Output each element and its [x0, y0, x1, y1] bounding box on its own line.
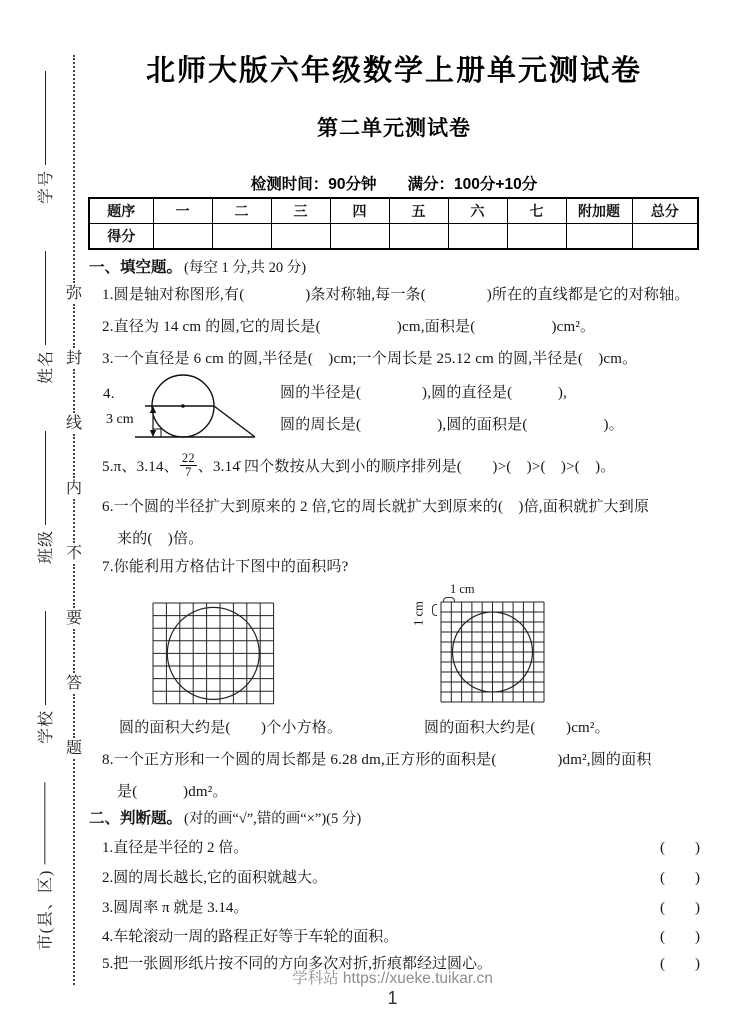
seal-dotted-line [73, 304, 75, 348]
circle-on-line-diagram [105, 366, 265, 446]
field-label-class: 班级 [37, 529, 55, 564]
seal-dotted-line [73, 694, 75, 738]
col-header: 一 [153, 198, 212, 224]
score-cell [271, 224, 330, 250]
answer-parens: ( ) [660, 929, 700, 945]
score-cell [389, 224, 448, 250]
field-label-student-id: 学号 [37, 169, 55, 204]
seal-dotted-line [73, 564, 75, 608]
col-header: 三 [271, 198, 330, 224]
judge-text: 4.车轮滚动一周的路程正好等于车轮的面积。 [102, 929, 399, 945]
judge-item-2 [102, 866, 700, 887]
scale-label-left: 1 cm [411, 601, 426, 626]
paper-title: 北师大版六年级数学上册单元测试卷 [145, 55, 642, 87]
col-header: 六 [448, 198, 507, 224]
col-header: 四 [330, 198, 389, 224]
blank-line [43, 610, 45, 704]
scale-brace-left [432, 604, 437, 616]
page-number: 1 [387, 988, 398, 1008]
radius-dimension-label: 3 cm [106, 412, 134, 427]
score-cell [507, 224, 566, 250]
seal-char: 内 [65, 480, 82, 497]
field-label-school: 学校 [37, 709, 55, 744]
section-1-title: 一、填空题。 [89, 259, 183, 276]
blank-line [43, 782, 45, 864]
school-field [22, 598, 66, 756]
seal-dotted-line [73, 369, 75, 413]
fill-q7: 7.你能利用方格估计下图中的面积吗? [102, 559, 349, 575]
class-field [22, 418, 66, 576]
fill-q3: 3.一个直径是 6 cm 的圆,半径是( )cm;一个周长是 25.12 cm 的圆,半径是( )cm。 [102, 351, 638, 367]
grid-right-caption: 圆的面积大约是( )cm²。 [424, 720, 610, 736]
blank-line [43, 430, 45, 524]
blank-line [43, 250, 45, 344]
score-table-header-row [89, 198, 698, 224]
judge-item-4 [102, 925, 700, 946]
scale-brace-top [443, 597, 455, 602]
fill-q6-line1: 6.一个圆的半径扩大到原来的 2 倍,它的周长就扩大到原来的( )倍,面积就扩大到原 [102, 499, 650, 515]
time-score-info: 检测时间：90分钟 满分：100分+10分 [250, 176, 538, 193]
seal-dotted-line [73, 55, 75, 283]
judge-text: 1.直径是半径的 2 倍。 [102, 840, 249, 856]
field-label-city: 市(县、区) [37, 869, 55, 950]
judge-item-3 [102, 896, 700, 917]
seal-char: 要 [65, 610, 82, 627]
seal-char: 不 [65, 545, 82, 562]
fill-q4-line2: 圆的周长是( ),圆的面积是( )。 [280, 417, 624, 433]
fill-q1: 1.圆是轴对称图形,有( )条对称轴,每一条( )所在的直线都是它的对称轴。 [102, 287, 690, 303]
col-header: 七 [507, 198, 566, 224]
score-cell [153, 224, 212, 250]
seal-dotted-line [73, 499, 75, 543]
col-header: 总分 [632, 198, 698, 224]
section-1-note: (每空 1 分,共 20 分) [184, 260, 307, 276]
section-1-header [89, 255, 306, 277]
q5-text-pre: 5.π、3.14、 [102, 459, 179, 476]
fill-q6-line2: 来的( )倍。 [117, 531, 204, 547]
answer-parens: ( ) [660, 840, 700, 856]
fill-q5 [102, 452, 616, 479]
fill-q4-line1: 圆的半径是( ),圆的直径是( ), [280, 385, 568, 401]
field-label-name: 姓名 [37, 349, 55, 384]
unit-subtitle: 第二单元测试卷 [317, 117, 471, 140]
grid-figure-right [440, 601, 545, 703]
score-row-label: 得分 [89, 224, 153, 250]
fill-q8-line2: 是( )dm²。 [117, 784, 228, 800]
score-table [88, 197, 699, 250]
col-header: 二 [212, 198, 271, 224]
q5-text-post: 、3.14̇ 四个数按从大到小的顺序排列是( )>( )>( )>( )。 [197, 459, 616, 476]
fraction-22-7 [180, 452, 197, 479]
seal-dotted-line [73, 434, 75, 478]
site-watermark: 学科站 https://xueke.tuikar.cn [292, 970, 493, 987]
fill-q4-number: 4. [103, 386, 115, 402]
seal-dotted-line [73, 759, 75, 985]
answer-parens: ( ) [660, 870, 700, 886]
judge-text: 2.圆的周长越长,它的面积就越大。 [102, 870, 328, 886]
judge-text: 3.圆周率 π 就是 3.14。 [102, 900, 249, 916]
judge-text: 5.把一张圆形纸片按不同的方向多次对折,折痕都经过圆心。 [102, 956, 493, 972]
seal-char: 答 [65, 675, 82, 692]
fill-q8-line1: 8.一个正方形和一个圆的周长都是 6.28 dm,正方形的面积是( )dm²,圆的面积 [102, 752, 652, 768]
fraction-numerator: 22 [181, 451, 195, 465]
seal-char: 弥 [65, 285, 82, 302]
score-cell [330, 224, 389, 250]
scale-label-top: 1 cm [450, 582, 475, 596]
section-2-note: (对的画“√”,错的画“×”)(5 分) [184, 811, 362, 827]
student-id-field [22, 58, 66, 216]
section-2-header [89, 806, 361, 828]
seal-char: 题 [65, 740, 82, 757]
grid-left-caption: 圆的面积大约是( )个小方格。 [119, 720, 343, 736]
seal-dotted-line [73, 629, 75, 673]
grid-figure-left [152, 602, 275, 705]
col-header: 题序 [89, 198, 153, 224]
answer-parens: ( ) [660, 956, 700, 972]
name-field [22, 238, 66, 396]
section-2-title: 二、判断题。 [89, 810, 183, 827]
col-header: 五 [389, 198, 448, 224]
score-table-score-row [89, 224, 698, 250]
city-field [22, 766, 66, 966]
score-cell [448, 224, 507, 250]
seal-char: 封 [65, 350, 82, 367]
judge-item-1 [102, 836, 700, 857]
score-cell [632, 224, 698, 250]
seal-line-column [64, 55, 84, 985]
fraction-denominator: 7 [185, 465, 192, 480]
score-cell [212, 224, 271, 250]
fill-q2: 2.直径为 14 cm 的圆,它的周长是( )cm,面积是( )cm²。 [102, 319, 596, 335]
answer-parens: ( ) [660, 900, 700, 916]
col-header: 附加题 [566, 198, 632, 224]
blank-line [43, 70, 45, 164]
score-cell [566, 224, 632, 250]
seal-char: 线 [65, 415, 82, 432]
